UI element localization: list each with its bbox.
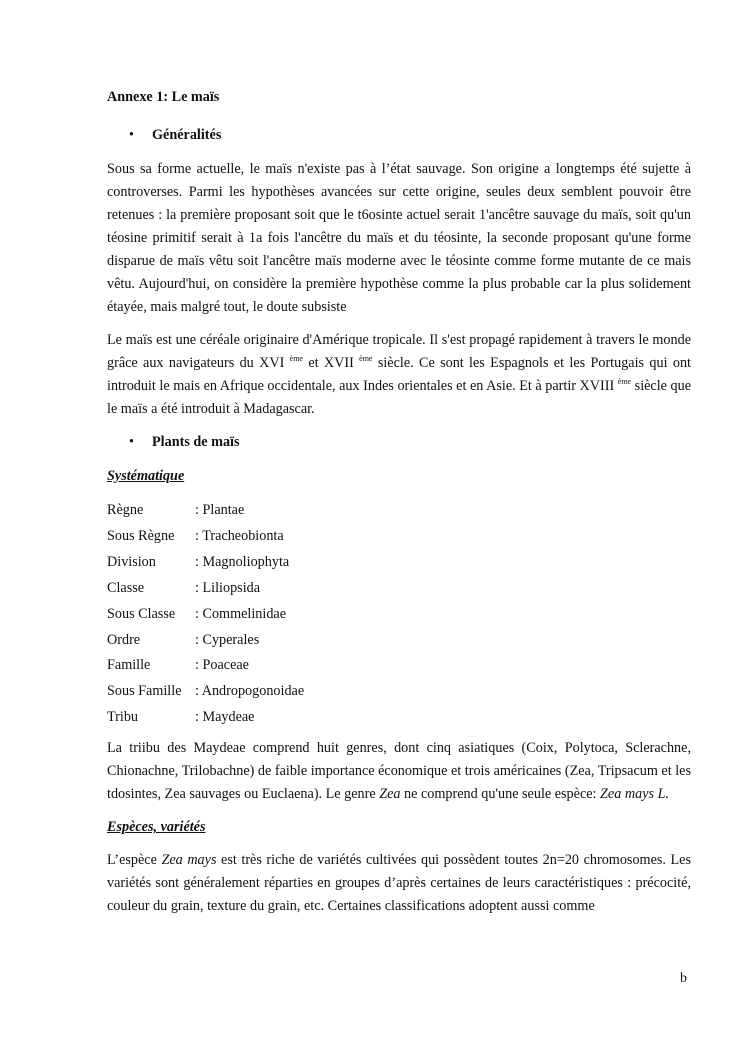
taxonomy-rank: Sous Famille <box>107 683 182 700</box>
taxonomy-value: : Magnoliophyta <box>195 553 290 570</box>
taxonomy-row-classe <box>107 576 691 602</box>
section-generalites-label: Généralités <box>152 127 222 143</box>
document-page <box>107 86 691 928</box>
taxonomy-value: : Andropogonoidae <box>195 683 305 700</box>
paragraph-tribu <box>107 737 691 806</box>
systematique-heading: Systématique <box>107 468 185 484</box>
text-span: La triibu des Maydeae comprend huit genres, dont cinq asiatiques (Coix, Polytoca, Sclerachne, Chionachne, Trilobachne) de faible importance économique et trois américaines (Zea, Tripsacum et les tdosintes, Zea sauvages ou Euclaena). Le genre <box>107 740 691 803</box>
species-name: Zea mays <box>161 852 217 869</box>
taxonomy-rank: Classe <box>107 579 145 596</box>
taxonomy-rank: Sous Classe <box>107 605 176 622</box>
superscript-eme: ème <box>289 354 303 363</box>
taxonomy-row-sous-famille <box>107 679 691 705</box>
paragraph-especes <box>107 849 691 918</box>
taxonomy-row-ordre <box>107 628 691 654</box>
text-span: ne comprend qu'une seule espèce: <box>400 786 601 803</box>
taxonomy-value: : Plantae <box>195 502 245 518</box>
especes-heading: Espèces, variétés <box>107 819 206 836</box>
annex-title: Annexe 1: Le maïs <box>107 89 220 105</box>
section-generalites <box>107 124 691 146</box>
text-span: siècle que le maïs a été introduit à Madagascar. <box>107 378 692 417</box>
taxonomy-value: : Cyperales <box>195 631 260 648</box>
text-span: L’espèce <box>107 852 162 869</box>
taxonomy-value: : Liliopsida <box>195 579 261 596</box>
taxonomy-table <box>107 498 691 731</box>
section-plants-label: Plants de maïs <box>152 434 240 450</box>
text-span: siècle. Ce sont les Espagnols et les Portugais qui ont introduit le mais en Afrique occidentale, aux Indes orientales et en Asie. Et à partir XVIII <box>107 355 691 394</box>
bullet-dot: • <box>129 127 134 143</box>
paragraph-origine: Sous sa forme actuelle, le maïs n'existe pas à l’état sauvage. Son origine a longtemps été sujette à controverses. Parmi les hypothèses avancées sur cette origine, seules deux semblent pouvoir être retenues : la première proposant soit que le t6osinte actuel serait 1'ancêtre sauvage du maïs, soit qu'un téosine primitif serait à 1a fois l'ancêtre du maïs et du téosinte, la seconde proposant qu'une forme disparue de maïs vêtu soit l'ancêtre maïs moderne avec le téosinte comme forme mutante de ce mais vêtu. Aujourd'hui, on considère la première hypothèse comme la plus probable car la plus solidement étayée, mais malgré tout, le doute subsiste <box>107 161 691 315</box>
text-span: et XVII <box>302 355 360 371</box>
taxonomy-value: : Commelinidae <box>195 605 287 622</box>
genus-name: Zea <box>379 786 401 803</box>
taxonomy-row-regne <box>107 498 691 524</box>
taxonomy-rank: Tribu <box>107 709 139 726</box>
page-number: b <box>680 971 687 986</box>
taxonomy-row-division <box>107 550 691 576</box>
taxonomy-value: : Poaceae <box>195 657 249 674</box>
taxonomy-value: : Tracheobionta <box>195 527 284 544</box>
paragraph-propagation <box>107 329 691 421</box>
taxonomy-row-sous-regne <box>107 524 691 550</box>
taxonomy-rank: Sous Règne <box>107 527 175 544</box>
taxonomy-rank: Règne <box>107 502 144 518</box>
text-span: Le maïs est une céréale originaire d'Amérique tropicale. Il s'est propagé rapidement à travers le monde grâce aux navigateurs du XVI <box>107 332 691 371</box>
text-span: est très riche de variétés cultivées qui possèdent toutes 2n=20 chromosomes. Les variétés sont généralement réparties en groupes d’après certaines de leurs caractéristiques : précocité, couleur du grain, texture du grain, etc. Certaines classifications adoptent aussi comme <box>107 852 691 915</box>
taxonomy-rank: Ordre <box>107 631 141 648</box>
taxonomy-value: : Maydeae <box>195 709 255 726</box>
bullet-dot: • <box>129 434 134 450</box>
taxonomy-row-sous-classe <box>107 602 691 628</box>
taxonomy-row-famille <box>107 653 691 679</box>
superscript-eme: ème <box>359 354 373 363</box>
taxonomy-row-tribu <box>107 705 691 731</box>
species-name: Zea mays L. <box>600 786 670 803</box>
taxonomy-rank: Famille <box>107 657 151 674</box>
section-plants <box>107 431 691 453</box>
superscript-eme: ème <box>617 377 632 386</box>
taxonomy-rank: Division <box>107 553 156 570</box>
